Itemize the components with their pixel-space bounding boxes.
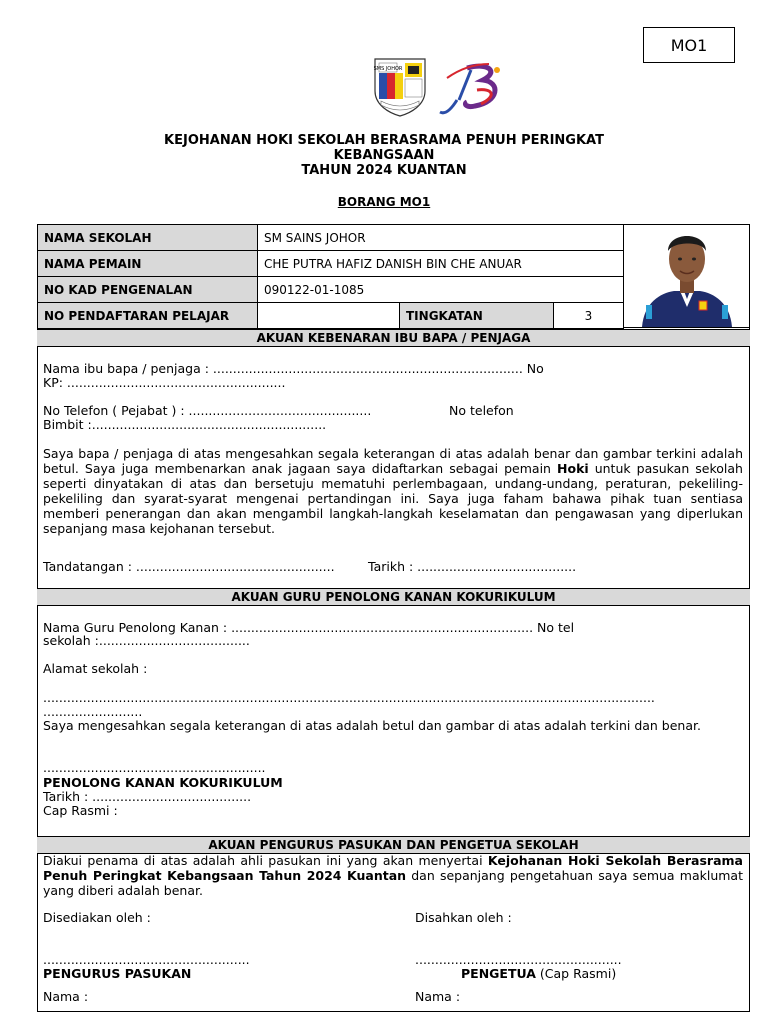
parent-date-line: Tarikh : ........................................ — [368, 559, 577, 574]
title-line-2: KEBANGSAAN — [333, 148, 435, 163]
form-name: BORANG MO1 — [337, 195, 431, 209]
event-logo — [437, 60, 511, 120]
form-level-value[interactable]: 3 — [554, 303, 624, 329]
parent-ic-line: KP: ....................................................... — [43, 375, 286, 390]
mobile-phone-label: No telefon — [449, 403, 514, 418]
reg-value[interactable] — [258, 303, 400, 329]
manager-signature-dots: .................................................... — [43, 952, 250, 967]
player-photo — [623, 224, 750, 328]
school-value[interactable]: SM SAINS JOHOR — [258, 225, 624, 251]
teacher-name-line: Nama Guru Penolong Kanan : ............................................................................ No tel — [43, 620, 575, 635]
title-line-3: TAHUN 2024 KUANTAN — [301, 163, 467, 178]
prepared-by-label: Disediakan oleh : — [43, 910, 151, 925]
teacher-signature-dots: ........................................................ — [43, 760, 266, 775]
player-value[interactable]: CHE PUTRA HAFIZ DANISH BIN CHE ANUAR — [258, 251, 624, 277]
manager-name-label: Nama : — [43, 989, 89, 1004]
teacher-confirmation: Saya mengesahkan segala keterangan di atas adalah betul dan gambar di atas adalah terkini dan benar. — [43, 718, 701, 733]
school-phone-line: sekolah :...................................... — [43, 633, 250, 648]
teacher-role: PENOLONG KANAN KOKURIKULUM — [43, 775, 283, 790]
parent-declaration: Saya bapa / penjaga di atas mengesahkan segala keterangan di atas adalah benar dan gambar terkini adalah betul. Saya juga membenarkan anak jagaan saya didaftarkan sebagai pemain Hoki untuk pasukan sekolah seperti dinyatakan di atas dan bersetuju mematuhi perlembagaan, undang-undang, peraturan, pekeliling-pekeliling dan syarat-syarat mengenai pertandingan ini. Saya juga faham bahawa pihak tuan sentiasa memberi penerangan dan akan mengambil langkah-langkah keselamatan dan pengawasan yang diperlukan sepanjang masa kejohanan tersebut. — [43, 446, 743, 536]
table-row — [38, 277, 624, 303]
school-label: NAMA SEKOLAH — [38, 225, 258, 251]
school-crest-logo — [371, 55, 429, 118]
teacher-date-line: Tarikh : ........................................ — [43, 789, 252, 804]
principal-signature-dots: .................................................... — [415, 952, 622, 967]
form-level-label: TINGKATAN — [400, 303, 554, 329]
approved-by-label: Disahkan oleh : — [415, 910, 512, 925]
manager-declaration: Diakui penama di atas adalah ahli pasukan ini yang akan menyertai Kejohanan Hoki Sekolah Berasrama Penuh Peringkat Kebangsaan Tahun 2024 Kuantan dan sepanjang pengetahuan saya semua maklumat yang diberi adalah benar. — [43, 853, 743, 898]
ic-label: NO KAD PENGENALAN — [38, 277, 258, 303]
player-label: NAMA PEMAIN — [38, 251, 258, 277]
teacher-section-header: AKUAN GURU PENOLONG KANAN KOKURIKULUM — [37, 588, 750, 606]
parent-name-line: Nama ibu bapa / penjaga : .............................................................................. No — [43, 361, 544, 376]
principal-name-label: Nama : — [415, 989, 461, 1004]
mobile-phone-line: Bimbit :........................................................... — [43, 417, 327, 432]
player-info-table — [37, 224, 624, 329]
form-code-box — [643, 27, 735, 63]
ic-value[interactable]: 090122-01-1085 — [258, 277, 624, 303]
manager-role: PENGURUS PASUKAN — [43, 966, 192, 981]
title-line-1: KEJOHANAN HOKI SEKOLAH BERASRAMA PENUH PERINGKAT — [164, 133, 604, 148]
office-phone-line: No Telefon ( Pejabat ) : .............................................. — [43, 403, 372, 418]
reg-label: NO PENDAFTARAN PELAJAR — [38, 303, 258, 329]
crest-text: SMS JOHOR — [373, 66, 403, 72]
school-address-label: Alamat sekolah : — [43, 661, 148, 676]
table-row — [38, 303, 624, 329]
table-row — [38, 251, 624, 277]
parent-signature-line: Tandatangan : .................................................. — [43, 559, 335, 574]
form-code: MO1 — [670, 35, 708, 55]
teacher-stamp-label: Cap Rasmi : — [43, 803, 118, 818]
principal-role: PENGETUA (Cap Rasmi) — [461, 966, 617, 981]
school-address-line-2: ......................... — [43, 704, 143, 719]
manager-section-header: AKUAN PENGURUS PASUKAN DAN PENGETUA SEKOLAH — [37, 836, 750, 854]
table-row — [38, 225, 624, 251]
school-address-line: .......................................................................................................................................................... — [43, 690, 655, 705]
parent-section-header: AKUAN KEBENARAN IBU BAPA / PENJAGA — [37, 329, 750, 347]
